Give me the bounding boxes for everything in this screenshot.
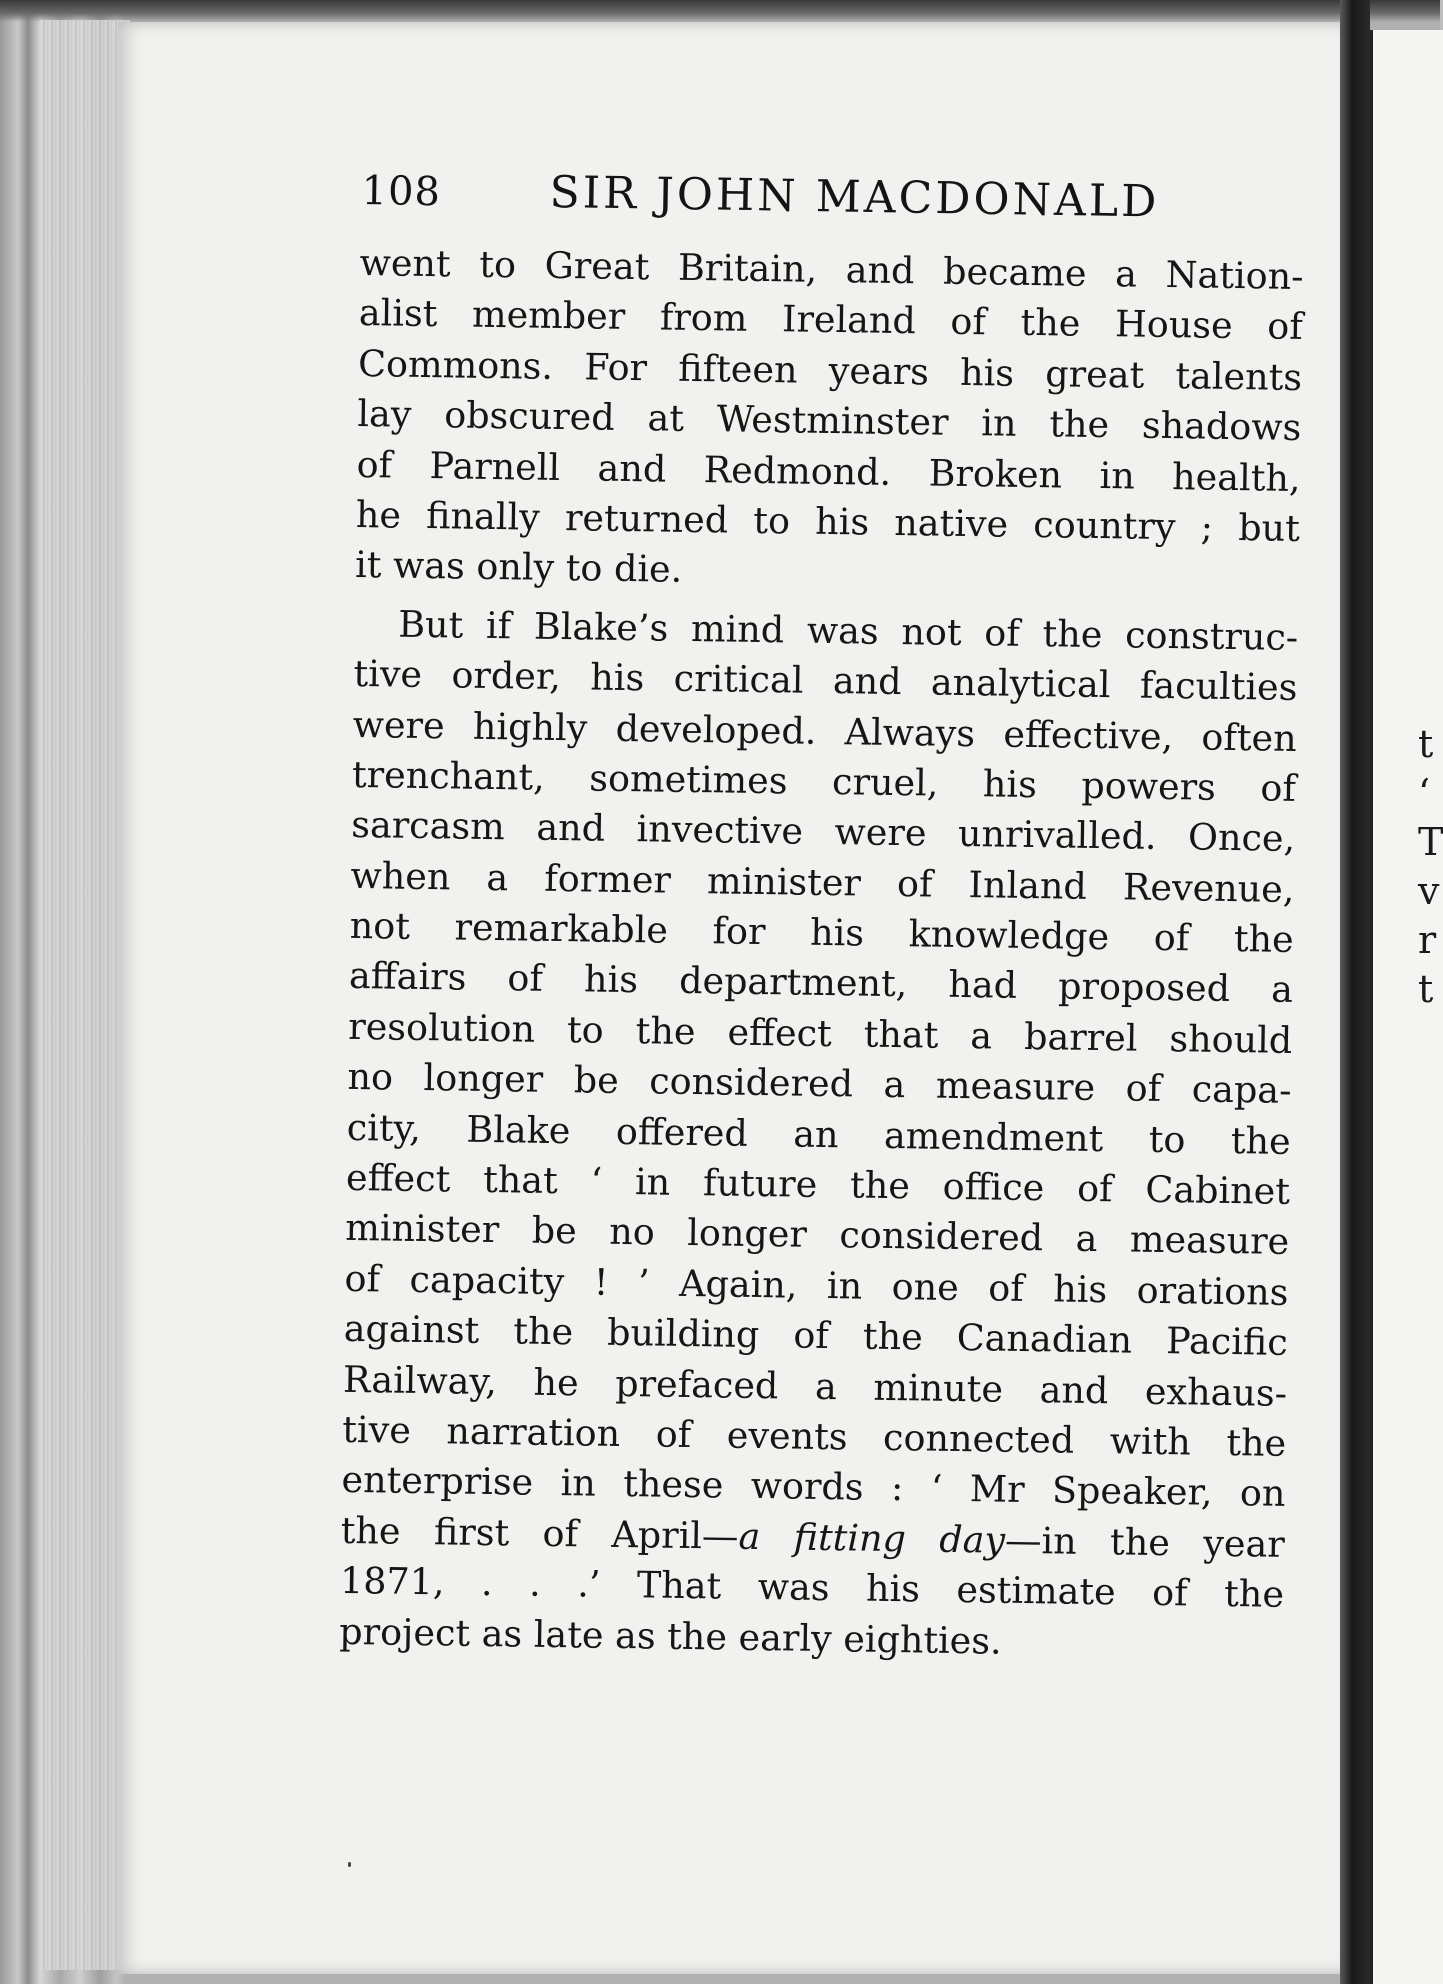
text-line: city, Blake offered an amendment to the bbox=[346, 1105, 1292, 1163]
facing-page-text-fragments bbox=[1418, 720, 1443, 1014]
text-line: lay obscured at Westminster in the shadows bbox=[357, 392, 1302, 450]
text-line: were highly developed. Always effective, often bbox=[352, 702, 1298, 760]
text-line: minister be no longer considered a measure bbox=[344, 1206, 1290, 1264]
paper-speck bbox=[348, 1862, 351, 1867]
page-number: 108 bbox=[361, 167, 442, 216]
text-line: enterprise in these words : ‘ Mr Speaker, on bbox=[341, 1458, 1286, 1516]
facing-fragment: t bbox=[1418, 722, 1434, 766]
text-line: tive narration of events connected with the bbox=[342, 1407, 1287, 1465]
running-title: SIR JOHN MACDONALD bbox=[549, 166, 1160, 228]
text-line: project as late as the early eighties. bbox=[339, 1609, 1003, 1663]
page-edges bbox=[40, 20, 130, 1970]
facing-fragment: ‘ bbox=[1418, 771, 1431, 815]
book-gutter bbox=[1340, 0, 1370, 1984]
facing-fragment: t bbox=[1418, 967, 1434, 1011]
text-run: —in the year bbox=[1004, 1518, 1286, 1566]
running-head bbox=[361, 164, 1160, 246]
text-line: when a former minister of Inland Revenue, bbox=[350, 853, 1295, 911]
text-line: effect that ‘ in future the office of Cabinet bbox=[345, 1155, 1291, 1213]
text-line: he finally returned to his native country ; but bbox=[355, 492, 1301, 550]
text-line: sarcasm and invective were unrivalled. Once, bbox=[350, 803, 1296, 861]
text-line: But if Blake’s mind was not of the construc- bbox=[397, 602, 1299, 659]
text-line: went to Great Britain, and became a Nation- bbox=[359, 240, 1304, 298]
facing-fragment: T bbox=[1418, 820, 1443, 864]
text-line: of capacity ! ’ Again, in one of his orations bbox=[344, 1256, 1289, 1314]
text-line: not remarkable for his knowledge of the bbox=[349, 904, 1295, 962]
text-run: the first of April— bbox=[340, 1508, 739, 1558]
top-shadow bbox=[0, 0, 1440, 22]
paragraph-2 bbox=[339, 599, 1299, 1671]
text-line: against the building of the Canadian Pacific bbox=[343, 1307, 1289, 1365]
text-line: it was only to die. bbox=[354, 543, 683, 592]
facing-fragment: v bbox=[1418, 869, 1440, 913]
italic-phrase: a fitting day bbox=[738, 1514, 1006, 1562]
text-line: Railway, he prefaced a minute and exhaus- bbox=[342, 1357, 1288, 1415]
text-line: trenchant, sometimes cruel, his powers of bbox=[351, 752, 1297, 810]
text-line: Commons. For fifteen years his great talents bbox=[357, 341, 1303, 399]
text-line: no longer be considered a measure of capa- bbox=[347, 1055, 1292, 1113]
paragraph-1 bbox=[355, 238, 1304, 605]
text-line: resolution to the effect that a barrel should bbox=[347, 1004, 1293, 1062]
facing-fragment: r bbox=[1418, 918, 1437, 962]
body-text bbox=[339, 238, 1304, 1671]
text-line: tive order, his critical and analytical faculties bbox=[353, 652, 1298, 710]
text-line: of Parnell and Redmond. Broken in health, bbox=[356, 442, 1301, 500]
text-line: 1871, . . .’ That was his estimate of the bbox=[339, 1559, 1285, 1617]
text-line: alist member from Ireland of the House of bbox=[358, 291, 1304, 349]
text-line: affairs of his department, had proposed a bbox=[348, 954, 1294, 1012]
